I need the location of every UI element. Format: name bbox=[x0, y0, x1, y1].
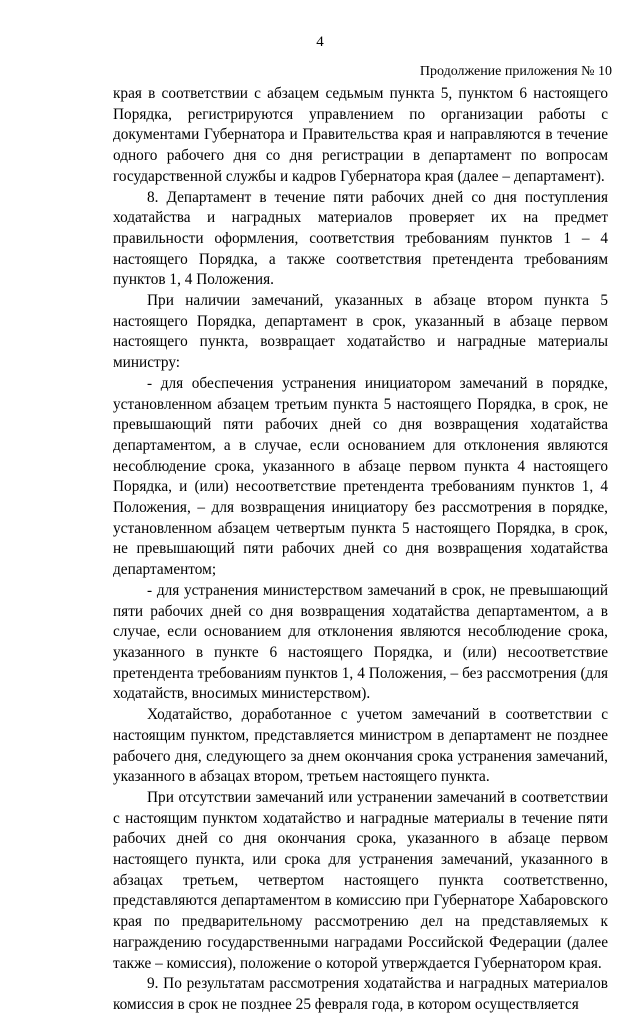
paragraph: края в соответствии с абзацем седьмым пункта 5, пунктом 6 настоящего Порядка, регистрируются управлением по организации работы с документами Губернатора и Правительства края и направляются в течение одного рабочего дня со дня регистрации в департамент по вопросам государственной службы и кадров Губернатора края (далее – департамент). bbox=[113, 85, 608, 185]
document-body bbox=[113, 84, 608, 1016]
paragraph: При отсутствии замечаний или устранении замечаний в соответствии с настоящим пунктом ходатайство и наградные материалы в течение пяти рабочих дней со дня окончания срока, указанного в абзаце первом настоящего пункта, или срока для устранения замечаний, указанного в абзацах третьем, четвертом настоящего пункта соответственно, представляются департаментом в комиссию при Губернаторе Хабаровского края по предварительному рассмотрению дел на представляемых к награждению государственными наградами Российской Федерации (далее также – комиссия), положение о которой утверждается Губернатором края. bbox=[113, 788, 608, 972]
list-item: - для устранения министерством замечаний в срок, не превышающий пяти рабочих дней со дня возвращения ходатайства департаментом, а в случае, если основанием для отклонения являются несоблюдение срока, указанного в пункте 6 настоящего Порядка, и (или) несоответствие претендента требованиям пунктов 1, 4 Положения, – без рассмотрения (для ходатайств, вносимых министерством). bbox=[113, 581, 608, 703]
appendix-continuation-note: Продолжение приложения № 10 bbox=[419, 64, 612, 79]
paragraph: При наличии замечаний, указанных в абзаце втором пункта 5 настоящего Порядка, департамент в срок, указанный в абзаце первом настоящего пункта, возвращает ходатайство и наградные материалы министру: bbox=[113, 292, 608, 372]
paragraph: 9. По результатам рассмотрения ходатайства и наградных материалов комиссия в срок не позднее 25 февраля года, в котором осуществляется bbox=[113, 975, 608, 1013]
list-item: - для обеспечения устранения инициатором замечаний в порядке, установленном абзацем третьим пункта 5 настоящего Порядка, в срок, не превышающий пяти рабочих дней со дня возвращения ходатайства департаментом, а в случае, если основанием для отклонения являются несоблюдение срока, указанного в абзаце первом пункта 4 настоящего Порядка, и (или) несоответствие претендента требованиям пунктов 1, 4 Положения, – для возвращения инициатору без рассмотрения в порядке, установленном абзацем четвертым пункта 5 настоящего Порядка, в срок, не превышающий пяти рабочих дней со дня возвращения ходатайства департаментом; bbox=[113, 374, 608, 579]
page-number: 4 bbox=[316, 34, 324, 50]
paragraph: 8. Департамент в течение пяти рабочих дней со дня поступления ходатайства и наградных материалов проверяет их на предмет правильности оформления, соответствия требованиям пунктов 1 – 4 настоящего Порядка, а также соответствия претендента требованиям пунктов 1, 4 Положения. bbox=[113, 188, 608, 289]
paragraph: Ходатайство, доработанное с учетом замечаний в соответствии с настоящим пунктом, представляется министром в департамент не позднее рабочего дня, следующего за днем окончания срока устранения замечаний, указанного в абзацах втором, третьем настоящего пункта. bbox=[113, 706, 608, 786]
